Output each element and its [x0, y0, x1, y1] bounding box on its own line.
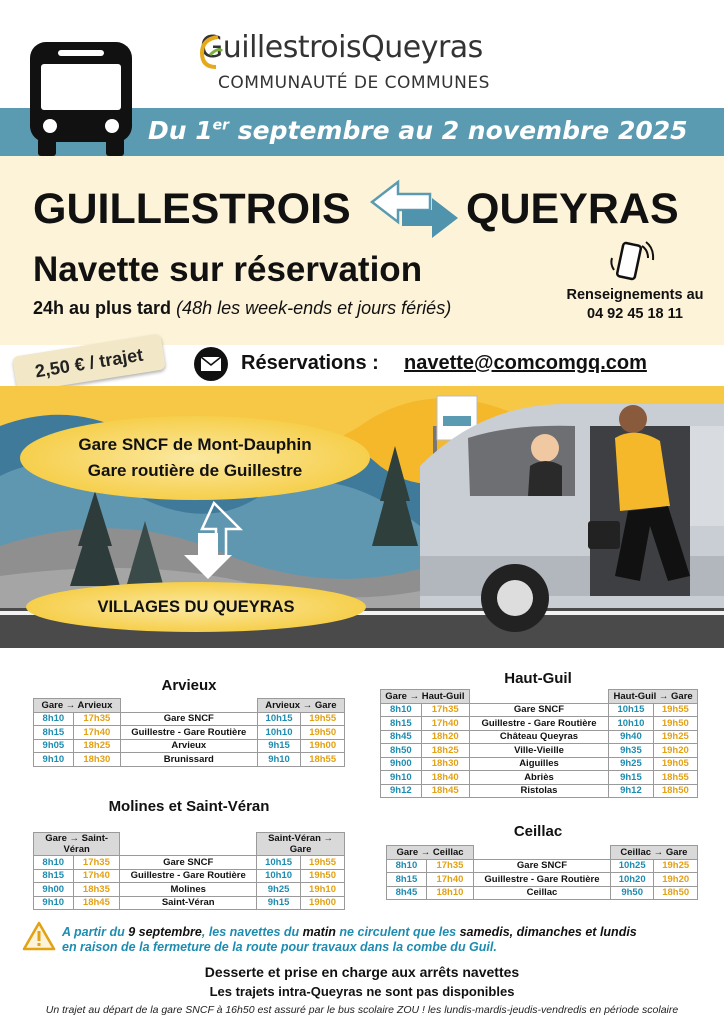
departure-evening: 18h45 — [421, 784, 469, 798]
departure-morning: 8h10 — [381, 703, 422, 717]
return-morning: 10h20 — [610, 873, 654, 887]
return-morning: 9h15 — [609, 771, 653, 785]
header-outbound: Gare → Arvieux — [34, 699, 121, 713]
header-spacer — [120, 833, 257, 856]
route-to: QUEYRAS — [466, 185, 679, 233]
departure-morning: 8h15 — [34, 726, 74, 740]
return-evening: 19h20 — [654, 873, 698, 887]
price-badge: 2,50 € / trajet — [12, 333, 166, 392]
departure-morning: 8h10 — [387, 859, 427, 873]
return-morning: 9h25 — [609, 757, 653, 771]
table-row — [381, 703, 698, 717]
header-outbound: Gare → Haut-Guil — [381, 690, 470, 704]
departure-evening: 17h35 — [426, 859, 473, 873]
departure-evening: 18h25 — [421, 744, 469, 758]
table-row — [34, 869, 345, 883]
navette-title: Navette sur réservation — [33, 250, 423, 289]
return-evening: 19h55 — [301, 712, 345, 726]
departure-morning: 9h05 — [34, 739, 74, 753]
villages-label: VILLAGES DU QUEYRAS — [97, 598, 295, 616]
stop-name: Gare SNCF — [469, 703, 608, 717]
departure-morning: 9h10 — [34, 753, 74, 767]
arvieux-timetable — [33, 698, 345, 767]
illustration — [0, 386, 724, 648]
phone-icon — [608, 240, 656, 284]
notice-line-1 — [62, 925, 722, 940]
return-morning: 9h25 — [257, 883, 301, 897]
departure-morning: 9h12 — [381, 784, 422, 798]
departure-morning: 8h15 — [387, 873, 427, 887]
logo-part1: Guillestrois — [200, 30, 362, 65]
table-row — [381, 757, 698, 771]
departure-evening: 18h30 — [73, 753, 120, 767]
stop-name: Guillestre - Gare Routière — [120, 726, 257, 740]
delay-bold: 24h au plus tard — [33, 298, 172, 318]
return-morning: 9h15 — [257, 896, 301, 910]
table-row — [381, 717, 698, 731]
warning-icon — [22, 921, 56, 951]
departure-evening: 17h40 — [426, 873, 473, 887]
date-sup: er — [212, 117, 230, 134]
table-row — [34, 753, 345, 767]
departure-evening: 18h45 — [73, 896, 120, 910]
station-line-1: Gare SNCF de Mont-Dauphin — [78, 435, 312, 454]
return-morning: 9h12 — [609, 784, 653, 798]
table-row — [381, 730, 698, 744]
return-morning: 10h10 — [257, 869, 301, 883]
return-evening: 18h55 — [653, 771, 697, 785]
return-morning: 10h15 — [609, 703, 653, 717]
stop-name: Gare SNCF — [120, 856, 257, 870]
departure-morning: 9h10 — [34, 896, 74, 910]
stop-name: Brunissard — [120, 753, 257, 767]
header-return: Arvieux → Gare — [257, 699, 344, 713]
departure-evening: 18h30 — [421, 757, 469, 771]
stop-name: Arvieux — [120, 739, 257, 753]
villages-ellipse — [26, 582, 366, 632]
notice-p5: ne circulent que les — [335, 925, 460, 939]
stop-name: Château Queyras — [469, 730, 608, 744]
return-evening: 19h00 — [301, 896, 345, 910]
return-evening: 19h50 — [301, 726, 345, 740]
return-evening: 18h50 — [654, 886, 698, 900]
departure-evening: 18h35 — [73, 883, 120, 897]
table-row — [387, 873, 698, 887]
header-outbound: Gare → Saint-Véran — [34, 833, 120, 856]
stations-ellipse — [20, 416, 370, 500]
return-morning: 10h10 — [257, 726, 301, 740]
departure-evening: 17h40 — [73, 726, 120, 740]
logo — [200, 30, 483, 65]
return-evening: 19h50 — [653, 717, 697, 731]
departure-evening: 17h40 — [421, 717, 469, 731]
return-evening: 18h50 — [653, 784, 697, 798]
logo-part2: Queyras — [361, 30, 483, 65]
footer-line-1: Desserte et prise en charge aux arrêts navettes — [204, 964, 520, 980]
notice-p3: , les navettes du — [201, 925, 303, 939]
notice-text — [62, 925, 722, 955]
departure-morning: 9h00 — [381, 757, 422, 771]
return-evening: 19h50 — [301, 869, 345, 883]
return-morning: 9h35 — [609, 744, 653, 758]
departure-morning: 9h10 — [381, 771, 422, 785]
hautguil-timetable — [380, 689, 698, 798]
departure-morning: 8h10 — [34, 712, 74, 726]
return-evening: 19h55 — [301, 856, 345, 870]
date-pre: Du 1 — [148, 116, 213, 145]
bus-icon — [28, 40, 134, 158]
station-line-2: Gare routière de Guillestre — [87, 461, 303, 480]
return-evening: 19h25 — [653, 730, 697, 744]
header-return: Haut-Guil → Gare — [609, 690, 698, 704]
table-row — [34, 712, 345, 726]
stop-name: Guillestre - Gare Routière — [474, 873, 611, 887]
booking-delay — [33, 298, 451, 319]
departure-evening: 17h35 — [73, 856, 120, 870]
departure-morning: 8h45 — [381, 730, 422, 744]
departure-morning: 8h10 — [34, 856, 74, 870]
notice-p2: 9 septembre — [128, 925, 202, 939]
ceillac-timetable — [386, 845, 698, 900]
return-morning: 9h10 — [257, 753, 301, 767]
header-return: Ceillac → Gare — [610, 846, 697, 860]
notice-p1: A partir du — [62, 925, 129, 939]
return-evening: 19h25 — [654, 859, 698, 873]
date-range — [148, 116, 688, 145]
return-morning: 10h10 — [609, 717, 653, 731]
stop-name: Ville-Vieille — [469, 744, 608, 758]
stop-name: Gare SNCF — [120, 712, 257, 726]
molines-title: Molines et Saint-Véran — [108, 798, 270, 815]
return-morning: 9h15 — [257, 739, 301, 753]
stop-name: Aiguilles — [469, 757, 608, 771]
reservation-email-link[interactable]: navette@comcomgq.com — [404, 352, 647, 374]
stop-name: Guillestre - Gare Routière — [120, 869, 257, 883]
table-row — [34, 883, 345, 897]
logo-leaf-icon — [198, 33, 224, 73]
stop-name: Molines — [120, 883, 257, 897]
footer-line-2: Les trajets intra-Queyras ne sont pas disponibles — [209, 984, 515, 999]
table-row — [34, 896, 345, 910]
timetable-header — [34, 833, 345, 856]
return-evening: 19h00 — [301, 739, 345, 753]
up-down-arrows-icon — [180, 501, 244, 581]
departure-evening: 18h40 — [421, 771, 469, 785]
logo-subtitle: COMMUNAUTÉ DE COMMUNES — [218, 73, 490, 93]
notice-p6: samedis, dimanches et lundis — [459, 925, 637, 939]
table-row — [387, 859, 698, 873]
return-evening: 19h05 — [653, 757, 697, 771]
return-morning: 9h50 — [610, 886, 654, 900]
email-icon — [192, 346, 230, 382]
table-row — [387, 886, 698, 900]
molines-timetable — [33, 832, 345, 910]
stop-name: Ceillac — [474, 886, 611, 900]
table-row — [381, 744, 698, 758]
header-spacer — [469, 690, 608, 704]
departure-morning: 8h45 — [387, 886, 427, 900]
table-row — [381, 784, 698, 798]
return-morning: 10h15 — [257, 712, 301, 726]
return-morning: 9h40 — [609, 730, 653, 744]
footer-line-3: Un trajet au départ de la gare SNCF à 16h50 est assuré par le bus scolaire ZOU ! les lundis-mardis-jeudis-vendredis en période scolaire — [45, 1004, 679, 1016]
date-post: septembre au 2 novembre 2025 — [229, 116, 688, 145]
timetable-header — [387, 846, 698, 860]
table-row — [34, 739, 345, 753]
stop-name: Guillestre - Gare Routière — [469, 717, 608, 731]
header-spacer — [474, 846, 611, 860]
timetable-header — [381, 690, 698, 704]
return-evening: 19h10 — [301, 883, 345, 897]
stop-name: Ristolas — [469, 784, 608, 798]
table-row — [34, 856, 345, 870]
reservation-label: Réservations : — [241, 352, 379, 374]
route-from: GUILLESTROIS — [33, 185, 351, 233]
delay-italic: (48h les week-ends et jours fériés) — [176, 298, 452, 318]
header-return: Saint-Véran → Gare — [257, 833, 345, 856]
notice-line-2: en raison de la fermeture de la route pour travaux dans la combe du Guil. — [62, 940, 497, 954]
return-evening: 19h20 — [653, 744, 697, 758]
departure-morning: 8h50 — [381, 744, 422, 758]
swap-arrows-icon — [368, 178, 462, 242]
info-phone[interactable]: 04 92 45 18 11 — [587, 306, 683, 322]
table-row — [381, 771, 698, 785]
stop-name: Saint-Véran — [120, 896, 257, 910]
header-spacer — [120, 699, 257, 713]
arvieux-title: Arvieux — [161, 677, 217, 694]
timetable-header — [34, 699, 345, 713]
departure-evening: 18h20 — [421, 730, 469, 744]
departure-evening: 18h10 — [426, 886, 473, 900]
return-evening: 18h55 — [301, 753, 345, 767]
departure-evening: 18h25 — [73, 739, 120, 753]
header-outbound: Gare → Ceillac — [387, 846, 474, 860]
departure-morning: 8h15 — [381, 717, 422, 731]
return-morning: 10h25 — [610, 859, 654, 873]
table-row — [34, 726, 345, 740]
departure-morning: 8h15 — [34, 869, 74, 883]
departure-evening: 17h35 — [73, 712, 120, 726]
departure-morning: 9h00 — [34, 883, 74, 897]
return-morning: 10h15 — [257, 856, 301, 870]
hautguil-title: Haut-Guil — [504, 670, 572, 687]
ceillac-title: Ceillac — [513, 823, 563, 840]
return-evening: 19h55 — [653, 703, 697, 717]
departure-evening: 17h40 — [73, 869, 120, 883]
stop-name: Gare SNCF — [474, 859, 611, 873]
stop-name: Abriès — [469, 771, 608, 785]
notice-p4: matin — [302, 925, 336, 939]
departure-evening: 17h35 — [421, 703, 469, 717]
info-label: Renseignements au — [566, 287, 704, 303]
